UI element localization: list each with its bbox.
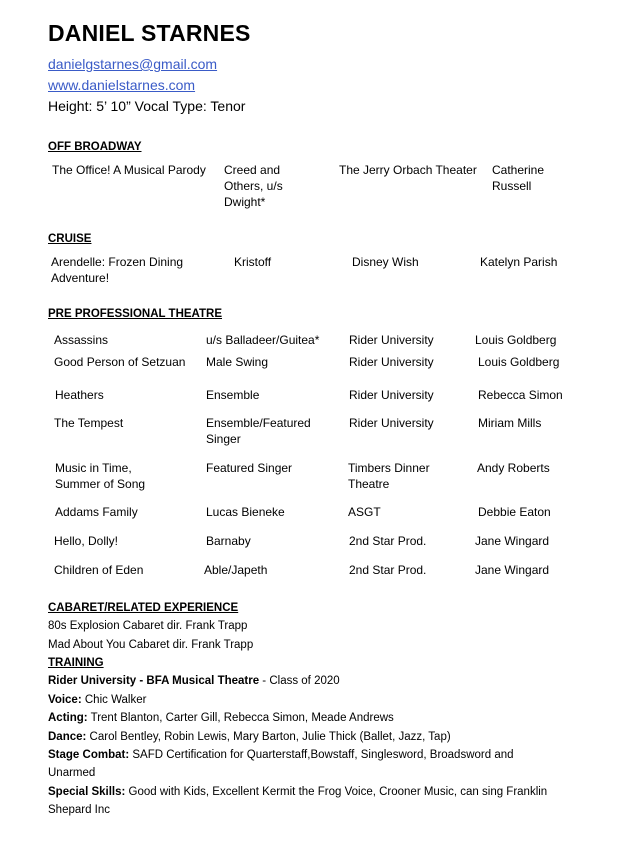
table-cell-venue: Disney Wish (352, 255, 419, 269)
training-dance-value: Carol Bentley, Robin Lewis, Mary Barton, Julie Thick (Ballet, Jazz, Tap) (86, 731, 451, 743)
table-cell-role: Ensemble (206, 388, 260, 402)
training-acting-label: Acting: (48, 712, 88, 724)
training-dance-label: Dance: (48, 731, 87, 743)
training-acting (48, 712, 394, 724)
training-school-class: - Class of 2020 (259, 675, 340, 687)
email-link[interactable]: danielgstarnes@gmail.com (48, 56, 218, 72)
table-cell-show: The Office! A Musical Parody (52, 163, 206, 177)
training-voice-value: Chic Walker (81, 694, 147, 706)
training-dance (48, 731, 451, 743)
table-cell-show: Hello, Dolly! (54, 534, 119, 548)
table-cell-role: Featured Singer (206, 461, 293, 475)
table-cell-role: Lucas Bieneke (206, 505, 285, 519)
section-heading-pre-professional: PRE PROFESSIONAL THEATRE (48, 308, 223, 320)
training-skills-value: Good with Kids, Excellent Kermit the Frog Voice, Crooner Music, can sing Franklin (125, 786, 548, 798)
table-cell-venue: Timbers Dinner Theatre (348, 461, 430, 491)
table-cell-role: Male Swing (206, 355, 269, 369)
training-skills-label: Special Skills: (48, 786, 126, 798)
section-heading-off-broadway: OFF BROADWAY (48, 141, 142, 153)
table-cell-role: Able/Japeth (204, 563, 268, 577)
table-cell-director: Jane Wingard (475, 534, 550, 548)
table-cell-venue: Rider University (349, 388, 434, 402)
table-cell-show: The Tempest (54, 416, 124, 430)
training-special-skills (48, 786, 547, 798)
table-cell-role: Kristoff (234, 255, 272, 269)
table-cell-venue: Rider University (349, 333, 434, 347)
training-stage-combat (48, 749, 514, 761)
table-cell-venue: ASGT (348, 505, 381, 519)
training-school-name: Rider University - BFA Musical Theatre (48, 675, 260, 687)
table-cell-director: Rebecca Simon (478, 388, 563, 402)
training-combat-label: Stage Combat: (48, 749, 130, 761)
table-cell-show: Good Person of Setzuan (54, 355, 186, 369)
table-cell-director: Andy Roberts (477, 461, 550, 475)
table-cell-director: Jane Wingard (475, 563, 550, 577)
table-cell-director: Louis Goldberg (478, 355, 560, 369)
table-cell-director: Catherine Russell (492, 163, 545, 193)
table-cell-show: Assassins (54, 333, 109, 347)
table-cell-director: Miriam Mills (478, 416, 542, 430)
table-cell-venue: The Jerry Orbach Theater (339, 163, 477, 177)
training-special-skills-cont: Shepard Inc (48, 804, 111, 816)
table-cell-venue: Rider University (349, 416, 434, 430)
table-cell-show: Children of Eden (54, 563, 144, 577)
website-link[interactable]: www.danielstarnes.com (48, 77, 196, 93)
height-vocal-type: Height: 5’ 10” Vocal Type: Tenor (48, 98, 246, 114)
resume-name: DANIEL STARNES (48, 20, 251, 46)
table-cell-venue: 2nd Star Prod. (349, 563, 427, 577)
table-cell-show: Music in Time, Summer of Song (55, 461, 146, 491)
training-voice-label: Voice: (48, 694, 82, 706)
table-cell-director: Louis Goldberg (475, 333, 557, 347)
training-school (48, 675, 340, 687)
section-heading-cruise: CRUISE (48, 233, 92, 245)
table-cell-role: Ensemble/Featured Singer (206, 416, 311, 446)
training-voice (48, 694, 146, 706)
section-heading-cabaret: CABARET/RELATED EXPERIENCE (48, 602, 239, 614)
table-cell-show: Heathers (55, 388, 104, 402)
table-cell-director: Debbie Eaton (478, 505, 551, 519)
table-cell-show: Addams Family (55, 505, 138, 519)
table-cell-venue: 2nd Star Prod. (349, 534, 427, 548)
cabaret-line: Mad About You Cabaret dir. Frank Trapp (48, 639, 254, 651)
table-cell-show: Arendelle: Frozen Dining Adventure! (51, 255, 184, 285)
training-stage-combat-cont: Unarmed (48, 767, 96, 779)
cabaret-line: 80s Explosion Cabaret dir. Frank Trapp (48, 620, 248, 632)
training-acting-value: Trent Blanton, Carter Gill, Rebecca Simon, Meade Andrews (87, 712, 394, 724)
table-cell-role: u/s Balladeer/Guitea* (206, 333, 320, 347)
table-cell-venue: Rider University (349, 355, 434, 369)
section-heading-training: TRAINING (48, 657, 104, 669)
table-cell-director: Katelyn Parish (480, 255, 558, 269)
table-cell-role: Creed and Others, u/s Dwight* (224, 163, 283, 209)
table-cell-role: Barnaby (206, 534, 251, 548)
training-combat-value: SAFD Certification for Quarterstaff,Bowstaff, Singlesword, Broadsword and (129, 749, 514, 761)
